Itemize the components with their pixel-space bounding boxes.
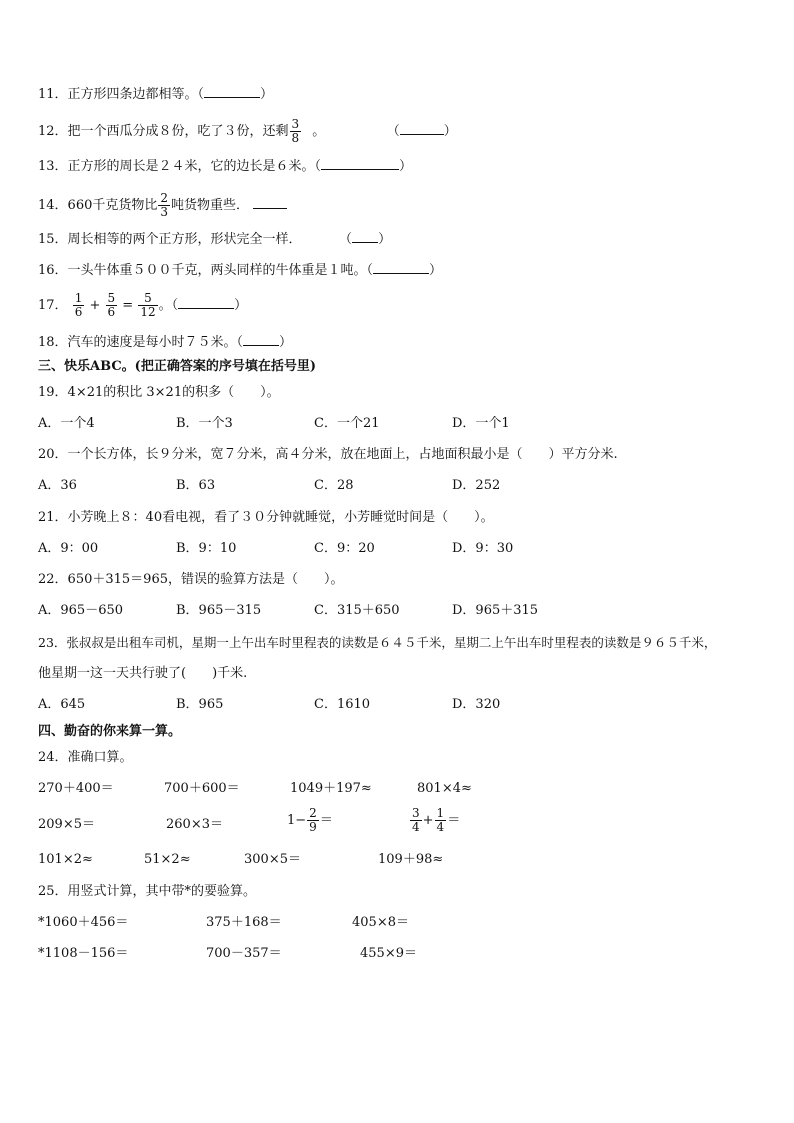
question-16 [38,260,442,279]
calc-fraction-item: 1− $\frac{2}{9}$ ＝ [287,806,333,834]
question-13 [38,156,412,175]
option-b[interactable]: B．63 [176,478,216,493]
question-22: 22．650＋315＝965，错误的验算方法是（ ）。 [38,572,344,587]
option-c[interactable]: C．9：20 [314,541,375,556]
section-heading: 三、快乐ABC。(把正确答案的序号填在括号里) [38,359,316,374]
calc-item: *1060＋456＝ [38,915,129,930]
fraction: $\frac{5}{12}$ [140,291,156,319]
q16-text: 16．一头牛体重５００千克，两头同样的牛体重是１吨。（ [38,263,374,278]
calc-item: 700－357＝ [206,946,282,961]
question-23-line2: 他星期一这一天共行驶了( )千米. [38,666,248,681]
answer-blank[interactable] [373,260,429,274]
calc-item: 209×5＝ [38,817,95,832]
option-c[interactable]: C．一个21 [314,416,380,431]
question-18 [38,332,292,351]
question-17 [38,292,247,319]
option-b[interactable]: B．965－315 [176,603,262,618]
q17-close: ） [234,298,248,313]
q12-open: （ [393,124,400,139]
option-b[interactable]: B．一个3 [176,416,233,431]
answer-blank[interactable] [178,295,234,309]
calc-item: 51×2≈ [144,852,191,867]
option-c[interactable]: C．315＋650 [314,603,400,618]
calc-item: 300×5＝ [244,852,301,867]
answer-blank[interactable] [243,332,279,346]
question-21: 21．小芳晚上８：40看电视，看了３０分钟就睡觉，小芳睡觉时间是（ ）。 [38,510,494,525]
fraction: $\frac{5}{6}$ [107,291,116,319]
section-heading: 四、勤奋的你来算一算。 [38,724,182,739]
fraction: $\frac{2}{9}$ [309,806,317,834]
answer-blank[interactable] [352,229,378,243]
q13-text: 13．正方形的周长是２４米，它的边长是６米。（ [38,159,322,174]
q18-text: 18．汽车的速度是每小时７５米。（ [38,335,244,350]
option-c[interactable]: C．1610 [314,697,371,712]
option-a[interactable]: A．965－650 [38,603,124,618]
question-12 [38,118,457,145]
answer-blank[interactable] [400,121,444,135]
calc-item: 801×4≈ [417,781,472,796]
q12-text: 12．把一个西瓜分成８份，吃了３份，还剩 [38,124,289,139]
question-19: 19．4×21的积比 3×21的积多（ ）。 [38,385,280,400]
q14-post: 吨货物重些． [171,198,250,213]
option-d[interactable]: D．9：30 [452,541,514,556]
fraction: $\frac{2}{3}$ [160,191,168,219]
option-a[interactable]: A．9：00 [38,541,99,556]
calc-item: 260×3＝ [166,817,223,832]
q15-open: （ [345,232,353,247]
calc-item: 1049＋197≈ [290,781,372,796]
calc-item: 270＋400＝ [38,781,114,796]
option-a[interactable]: A．36 [38,478,77,493]
calc-item: 700＋600＝ [164,781,240,796]
q14-pre: 14．660千克货物比 [38,198,158,213]
q17-after: 。（ [158,298,179,313]
q12-close: ） [443,124,457,139]
option-b[interactable]: B．965 [176,697,224,712]
calc-item: 405×8＝ [352,915,409,930]
option-b[interactable]: B．9：10 [176,541,237,556]
calc-item: *1108－156＝ [38,946,129,961]
calc-item: 109＋98≈ [378,852,444,867]
option-d[interactable]: D．252 [452,478,501,493]
calc-item: 375＋168＝ [206,915,282,930]
q15-text: 15．周长相等的两个正方形，形状完全一样． [38,232,302,247]
calc-item: 101×2≈ [38,852,93,867]
option-a[interactable]: A．一个4 [38,416,95,431]
question-20: 20．一个长方体，长９分米，宽７分米，高４分米，放在地面上，占地面积最小是（ ）平方分米. [38,447,618,462]
option-a[interactable]: A．645 [38,697,86,712]
calc-fraction-item: $\frac{3}{4}$ + $\frac{1}{4}$ ＝ [412,806,461,834]
fraction: $\frac{1}{6}$ [74,291,83,319]
answer-blank[interactable] [253,195,287,209]
option-d[interactable]: D．一个1 [452,416,510,431]
fraction: $\frac{3}{8}$ [291,117,300,145]
option-c[interactable]: C．28 [314,478,354,493]
plus-sign: + [89,298,101,313]
question-24-title: 24．准确口算。 [38,750,133,765]
question-11 [38,84,273,103]
q11-close: ） [260,87,274,102]
q11-text: 11．正方形四条边都相等。（ [38,87,205,102]
q17-label: 17． [38,298,68,313]
fraction: $\frac{1}{4}$ [436,806,445,834]
q18-close: ） [279,335,293,350]
q13-close: ） [399,159,413,174]
q12-after: 。 [312,124,326,139]
question-14 [38,192,287,219]
option-d[interactable]: D．320 [452,697,501,712]
q15-close: ） [378,232,392,247]
question-23-line1: 23．张叔叔是出租车司机，星期一上午出车时里程表的读数是６４５千米，星期二上午出车时里程表的读数是９６５千米， [38,635,717,650]
question-25-title: 25．用竖式计算，其中带*的要验算。 [38,884,257,899]
q16-close: ） [429,263,443,278]
calc-item: 455×9＝ [360,946,417,961]
answer-blank[interactable] [321,156,399,170]
fraction: $\frac{3}{4}$ [412,806,420,834]
question-15 [38,229,391,248]
equals-sign: = [122,298,134,313]
option-d[interactable]: D．965＋315 [452,603,539,618]
answer-blank[interactable] [204,84,260,98]
